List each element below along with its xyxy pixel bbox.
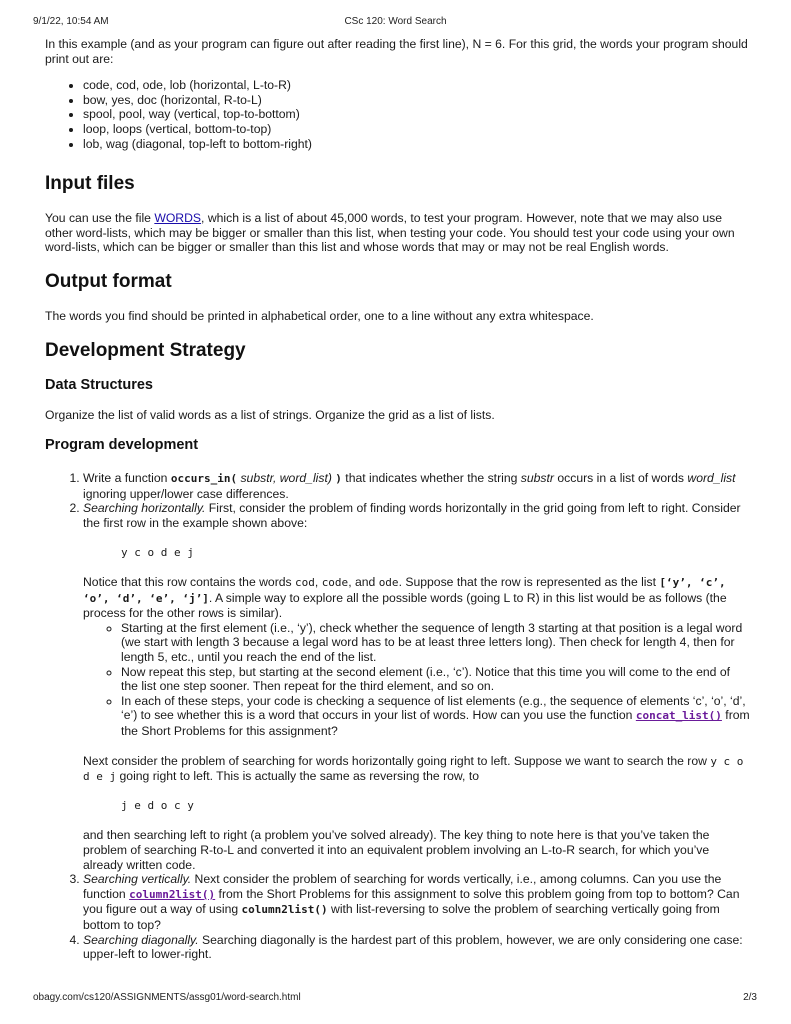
intro-paragraph: In this example (and as your program can figure out after reading the first line), N = 6. For this grid, the words your program should print out are: xyxy=(45,37,748,66)
column2list-link[interactable]: column2list() xyxy=(129,887,216,901)
step-search-vertical: 3. Searching vertically. Next consider the problem of searching for words vertically, i.e., among columns. Can you use the function column2list() from the Short Problems for this assignment to solve this problem going from top to bottom? Can you figure out a way of using column2list() with list-reversing to solve the problem of searching vertically going from bottom to top? xyxy=(83,872,750,932)
found-words-list xyxy=(45,78,750,151)
example-row: y c o d e j xyxy=(121,545,194,559)
heading-development-strategy: Development Strategy xyxy=(45,339,246,361)
list-item: • lob, wag (diagonal, top-left to bottom-right) xyxy=(83,137,750,152)
print-page-title: CSc 120: Word Search xyxy=(344,16,447,27)
list-item: • bow, yes, doc (horizontal, R-to-L) xyxy=(83,93,750,108)
output-format-paragraph: The words you find should be printed in alphabetical order, one to a line without any extra whitespace. xyxy=(45,308,594,323)
list-item: • loop, loops (vertical, bottom-to-top) xyxy=(83,122,750,137)
heading-program-development: Program development xyxy=(45,437,199,454)
print-url: obagy.com/cs120/ASSIGNMENTS/assg01/word-search.html xyxy=(33,992,301,1003)
right-to-left-paragraph: Next consider the problem of searching for words horizontally going right to left. Suppose we want to search the row y c o d e j going right to left. This is actually the same as reversing the row, to xyxy=(83,753,744,784)
row-notice-paragraph: Notice that this row contains the words cod, code, and ode. Suppose that the row is represented as the list [‘y’, ‘c’, ‘o’, ‘d’, ‘e’, ‘j’]. A simple way to explore all the possible words (going L to R) in this list would be as follows (the process for the other rows is similar). xyxy=(83,575,727,621)
list-item: • spool, pool, way (vertical, top-to-bottom) xyxy=(83,107,750,122)
concat-list-link[interactable]: concat_list() xyxy=(635,709,722,723)
step-search-diagonal: 4. Searching diagonally. Searching diagonally is the hardest part of this problem, however, we are only considering one case: upper-left to lower-right. xyxy=(83,933,750,962)
development-steps xyxy=(45,471,750,962)
step-occurs-in: 1. Write a function occurs_in( substr, word_list) ) that indicates whether the string substr occurs in a list of words word_list ignoring upper/lower case differences. xyxy=(83,471,750,501)
heading-output-format: Output format xyxy=(45,270,172,292)
heading-input-files: Input files xyxy=(45,173,135,195)
list-item: ◦ Now repeat this step, but starting at the second element (i.e., ‘c’). Notice that this time you will come to the end of the list one step sooner. Then repeat for the third element, and so on. xyxy=(121,665,750,694)
words-file-link[interactable]: WORDS xyxy=(154,211,202,226)
horizontal-substeps xyxy=(83,621,750,739)
input-files-paragraph: You can use the file WORDS, which is a list of about 45,000 words, to test your program. However, note that we may also use other word-lists, which may be bigger or smaller than this list, when testing your code. You should test your code using your own word-lists, which can be bigger or smaller than this list and whose words that may or may not be real English words. xyxy=(45,211,735,255)
conversion-paragraph: and then searching left to right (a problem you’ve solved already). The key thing to note here is that you’ve taken the problem of searching R-to-L and converted it into an equivalent problem involving an L-to-R search, for which you’ve already written code. xyxy=(83,828,710,872)
step-search-horizontal: 2. Searching horizontally. First, consider the problem of finding words horizontally in the grid going from left to right. Consider the first row in the example shown above: y c o d e j Notice that this row contains the words cod, code, and ode. Suppose that the row is represented as the list [‘y’, ‘c’, ‘o’, ‘d’, ‘e’, ‘j’]. A simple way to explore all the possible words (going L to R) in this list would be as follows (the process for the other rows is similar). ◦ Starting at the first element (i.e., ‘y’), check whether the sequence of length 3 starting at that position is a legal word (we start with length 3 because a legal word has to be at least three letters long). Then check for length 4, then for length 5, etc., until you reach the end of the list. ◦ Now repeat this step, but starting at the second element (i.e., ‘c’). Notice that this time you will come to the end of the list one step sooner. Then repeat for the third element, and so on. ◦ In each of these steps, your code is checking a sequence of list elements (e.g., the sequence of elements ‘c’, ‘o’, ‘d’, ‘e’) to see whether this is a word that occurs in your list of words. How can you use the function concat_list() from the Short Problems for this assignment? Next consider the problem of searching for words horizontally going right to left. Suppose we want to search the row y c o d e j going right to left. This is actually the same as reversing the row, to j e d o c y and then searching left to right (a problem you’ve solved already). The key thing to note here is that you’ve taken the problem of searching R-to-L and converted it into an equivalent problem involving an L-to-R search, for which you’ve already written code. xyxy=(83,501,750,872)
list-item: ◦ Starting at the first element (i.e., ‘y’), check whether the sequence of length 3 starting at that position is a legal word (we start with length 3 because a legal word has to be at least three letters long). Then check for length 4, then for length 5, etc., until you reach the end of the list. xyxy=(121,621,750,665)
heading-data-structures: Data Structures xyxy=(45,376,153,393)
print-datetime: 9/1/22, 10:54 AM xyxy=(33,16,109,27)
list-item: • code, cod, ode, lob (horizontal, L-to-R) xyxy=(83,78,750,93)
list-item: ◦ In each of these steps, your code is checking a sequence of list elements (e.g., the sequence of elements ‘c’, ‘o’, ‘d’, ‘e’) to see whether this is a word that occurs in your list of words. How can you use the function concat_list() from the Short Problems for this assignment? xyxy=(121,694,750,739)
data-structures-paragraph: Organize the list of valid words as a list of strings. Organize the grid as a list of lists. xyxy=(45,407,495,422)
print-page-number: 2/3 xyxy=(743,992,757,1003)
reversed-row: j e d o c y xyxy=(121,798,194,812)
document-content xyxy=(45,37,750,962)
